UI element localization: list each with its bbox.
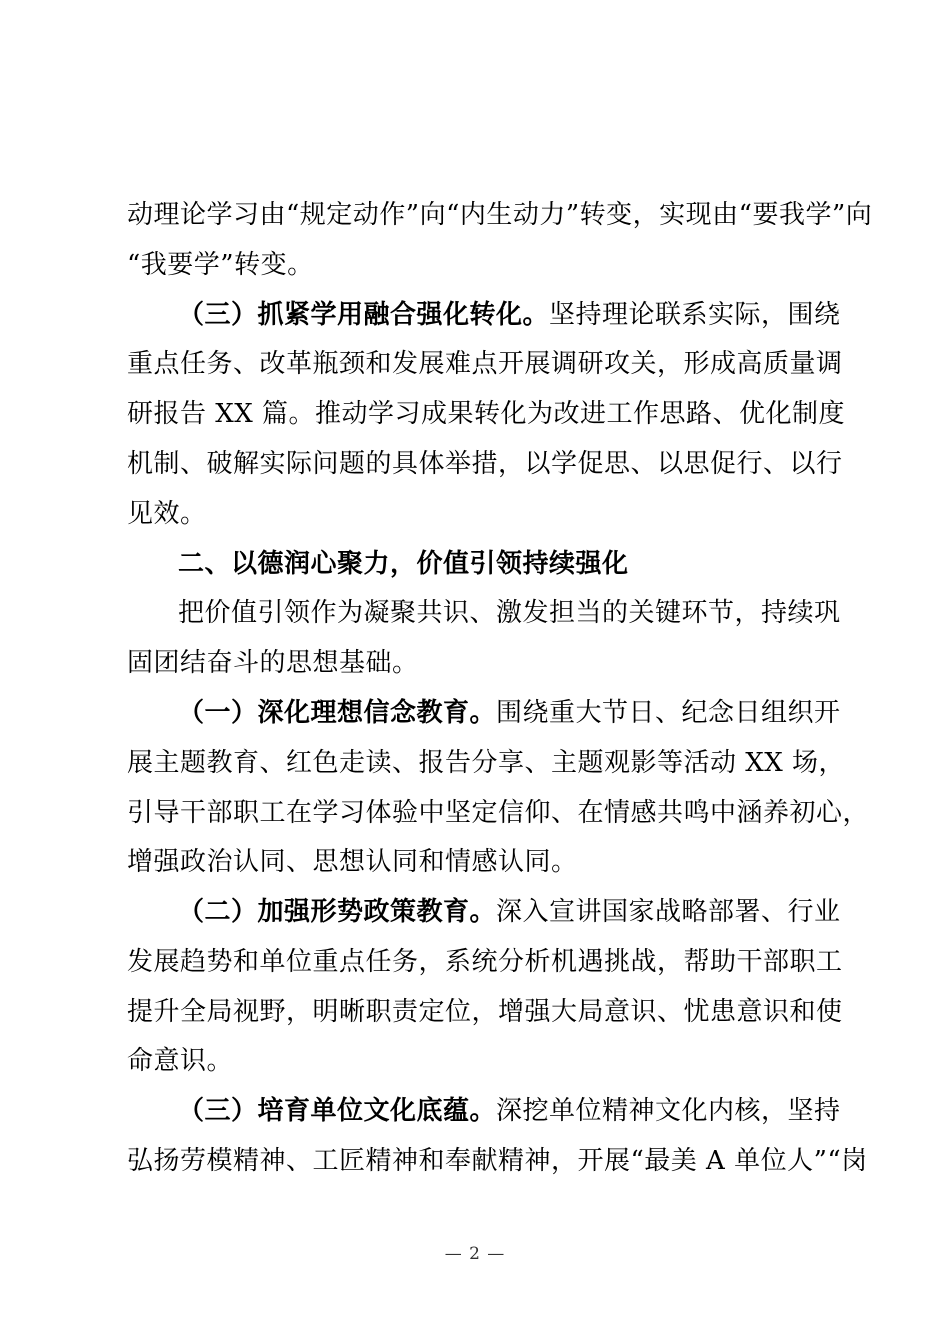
item-first-line [178, 896, 841, 928]
item-heading: （一）深化理想信念教育。 [178, 698, 497, 728]
text-line: 机制、破解实际问题的具体举措，以学促思、以思促行、以行 [127, 449, 843, 479]
item-heading: （二）加强形势政策教育。 [178, 897, 497, 927]
item-first-line [178, 299, 841, 331]
text-line: 弘扬劳模精神、工匠精神和奉献精神，开展“最美 A 单位人”“岗 [127, 1146, 868, 1176]
text-line: 见效。 [127, 499, 207, 529]
text-line: 展主题教育、红色走读、报告分享、主题观影等活动 XX 场， [127, 748, 846, 778]
text-line: “我要学”转变。 [127, 250, 314, 280]
text-line: 重点任务、改革瓶颈和发展难点开展调研攻关，形成高质量调 [127, 349, 843, 379]
item-text: 深入宣讲国家战略部署、行业 [496, 897, 841, 927]
item-heading: （三）培育单位文化底蕴。 [178, 1096, 497, 1126]
page-number: — 2 — [444, 1244, 506, 1264]
text-line: 引导干部职工在学习体验中坚定信仰、在情感共鸣中涵养初心， [127, 798, 870, 828]
item-text: 围绕重大节日、纪念日组织开 [496, 698, 841, 728]
text-line: 命意识。 [127, 1046, 234, 1076]
text-line: 增强政治认同、思想认同和情感认同。 [127, 847, 578, 877]
section-heading: 二、以德润心聚力，价值引领持续强化 [178, 549, 629, 579]
text-line: 研报告 XX 篇。推动学习成果转化为改进工作思路、优化制度 [127, 399, 846, 429]
text-line: 提升全局视野，明晰职责定位，增强大局意识、忧患意识和使 [127, 997, 843, 1027]
text-line: 固团结奋斗的思想基础。 [127, 648, 419, 678]
text-line: 把价值引领作为凝聚共识、激发担当的关键环节，持续巩 [178, 598, 841, 628]
text-line: 发展趋势和单位重点任务，系统分析机遇挑战，帮助干部职工 [127, 947, 843, 977]
item-first-line [178, 697, 841, 729]
item-text: 深挖单位精神文化内核，坚持 [496, 1096, 841, 1126]
item-heading: （三）抓紧学用融合强化转化。 [178, 300, 550, 330]
text-line: 动理论学习由“规定动作”向“内生动力”转变，实现由“要我学”向 [127, 200, 873, 230]
item-first-line [178, 1095, 841, 1127]
item-text: 坚持理论联系实际，围绕 [549, 300, 841, 330]
